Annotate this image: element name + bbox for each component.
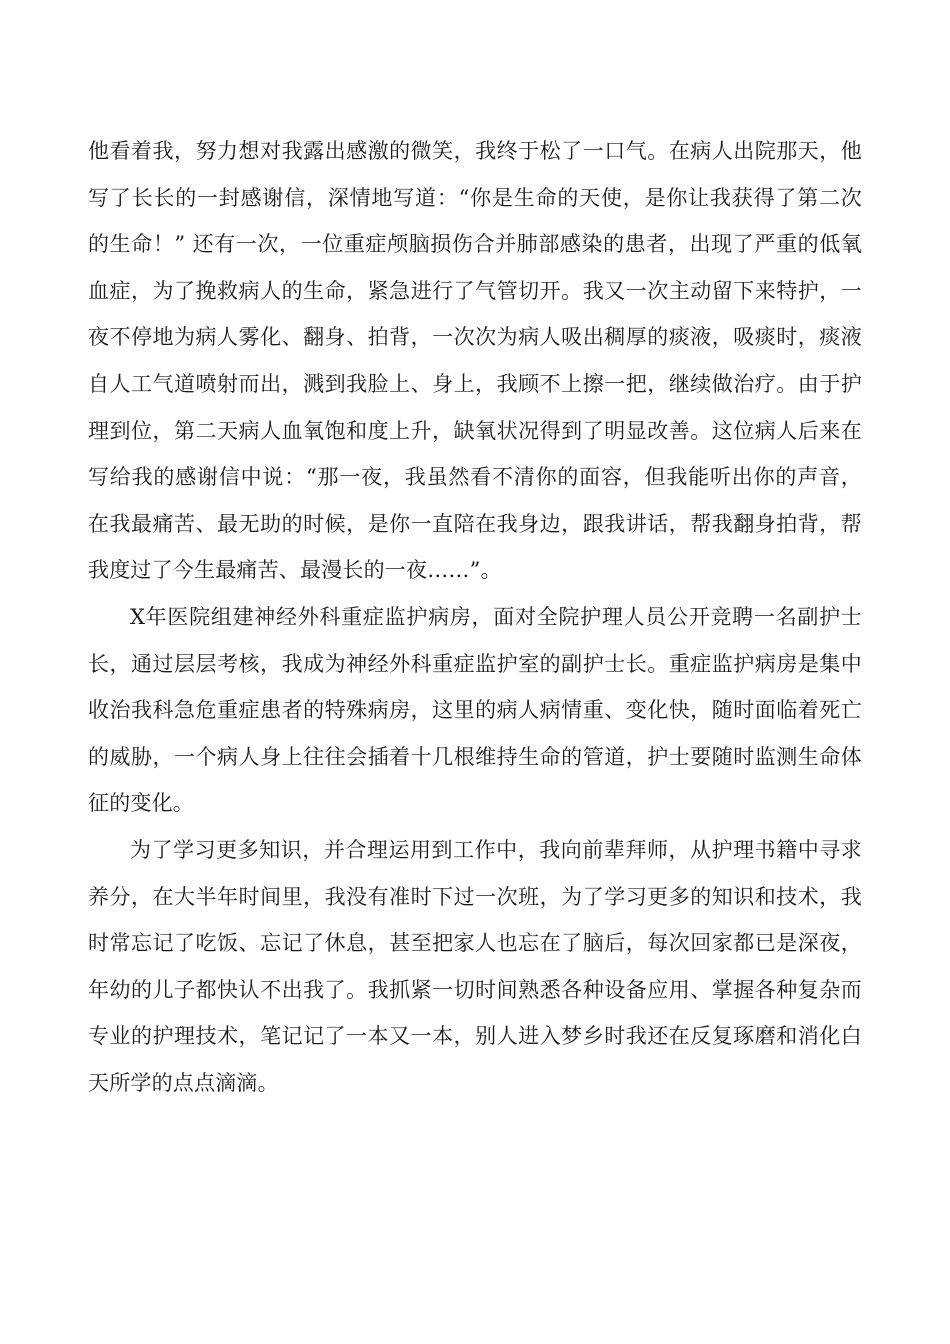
paragraph-2: X年医院组建神经外科重症监护病房，面对全院护理人员公开竞聘一名副护士长，通过层层考核，我成为神经外科重症监护室的副护士长。重症监护病房是集中收治我科急危重症患者的特殊病房，这里的病人病情重、变化快，随时面临着死亡的威胁，一个病人身上往往会插着十几根维持生命的管道，护士要随时监测生命体征的变化。 bbox=[88, 604, 862, 816]
document-body bbox=[88, 128, 862, 1106]
paragraph-3: 为了学习更多知识，并合理运用到工作中，我向前辈拜师，从护理书籍中寻求养分，在大半年时间里，我没有准时下过一次班，为了学习更多的知识和技术，我时常忘记了吃饭、忘记了休息，甚至把家人也忘在了脑后，每次回家都已是深夜，年幼的儿子都快认不出我了。我抓紧一切时间熟悉各种设备应用、掌握各种复杂而专业的护理技术，笔记记了一本又一本，别人进入梦乡时我还在反复琢磨和消化白天所学的点点滴滴。 bbox=[88, 837, 862, 1095]
paragraph-1: 他看着我，努力想对我露出感激的微笑，我终于松了一口气。在病人出院那天，他写了长长的一封感谢信，深情地写道：“你是生命的天使，是你让我获得了第二次的生命！” 还有一次，一位重症颅脑损伤合并肺部感染的患者，出现了严重的低氧血症，为了挽救病人的生命，紧急进行了气管切开。我又一次主动留下来特护，一夜不停地为病人雾化、翻身、拍背，一次次为病人吸出稠厚的痰液，吸痰时，痰液自人工气道喷射而出，溅到我脸上、身上，我顾不上擦一把，继续做治疗。由于护理到位，第二天病人血氧饱和度上升，缺氧状况得到了明显改善。这位病人后来在写给我的感谢信中说：“那一夜，我虽然看不清你的面容，但我能听出你的声音，在我最痛苦、最无助的时候，是你一直陪在我身边，跟我讲话，帮我翻身拍背，帮我度过了今生最痛苦、最漫长的一夜……”。 bbox=[88, 139, 862, 583]
